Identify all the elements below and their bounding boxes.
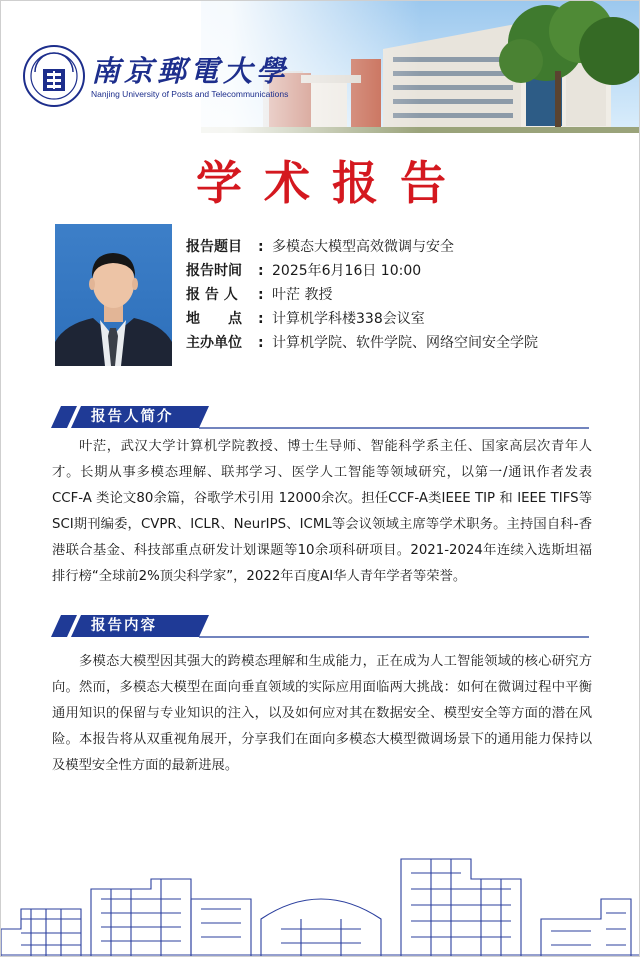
university-name-english: Nanjing University of Posts and Telecommunications xyxy=(91,89,289,99)
topic-value: 多模态大模型高效微调与安全 xyxy=(272,239,454,255)
time-label: 报告时间 xyxy=(186,263,242,279)
speaker-label: 报 告 人 xyxy=(186,287,238,303)
separator: : xyxy=(258,287,264,303)
info-row-speaker xyxy=(186,283,626,307)
section-title-bio: 报告人简介 xyxy=(91,409,174,425)
section-header-bio xyxy=(49,404,589,430)
info-row-location xyxy=(186,307,626,331)
host-label: 主办单位 xyxy=(186,335,242,351)
info-row-time xyxy=(186,259,626,283)
info-row-host xyxy=(186,331,626,355)
talk-abstract-text: 多模态大模型因其强大的跨模态理解和生成能力，正在成为人工智能领域的核心研究方向。然而，多模态大模型在面向垂直领域的实际应用面临两大挑战：如何在微调过程中平衡通用知识的保留与专业知识的注入，以及如何应对其在数据安全、模型安全等方面的潜在风险。本报告将从双重视角展开，分享我们在面向多模态大模型微调场景下的通用能力保持以及模型安全性方面的最新进展。 xyxy=(52,654,592,773)
university-logo xyxy=(23,45,85,107)
topic-label: 报告题目 xyxy=(186,239,242,255)
speaker-value: 叶茫 教授 xyxy=(272,287,333,303)
speaker-photo xyxy=(55,224,172,366)
talk-info xyxy=(186,235,626,355)
separator: : xyxy=(258,335,264,351)
location-value: 计算机学科楼338会议室 xyxy=(272,311,425,327)
speaker-bio-text: 叶茫，武汉大学计算机学院教授、博士生导师、智能科学系主任、国家高层次青年人才。长期从事多模态理解、联邦学习、医学人工智能等领域研究，以第一/通讯作者发表 CCF-A 类论文80余篇，谷歌学术引用 12000余次。担任CCF-A类IEEE TIP 和 IEEE TIFS等SCI期刊编委，CVPR、ICLR、NeurIPS、ICML等会议领域主席等学术职务。主持国自科-香港联合基金、科技部重点研发计划课题等10余项科研项目。2021-2024年连续入选斯坦福排行榜“全球前2%顶尖科学家”，2022年百度AI华人青年学者等荣誉。 xyxy=(52,439,592,584)
time-value: 2025年6月16日 10:00 xyxy=(272,263,422,279)
poster-header xyxy=(1,1,640,141)
section-header-content xyxy=(49,613,589,639)
campus-line-art xyxy=(1,849,640,957)
separator: : xyxy=(258,263,264,279)
poster-title: 学术报告 xyxy=(196,156,468,210)
separator: : xyxy=(258,311,264,327)
university-name-chinese: 南京郵電大學 xyxy=(91,54,290,88)
host-value: 计算机学院、软件学院、网络空间安全学院 xyxy=(272,335,538,351)
section-title-content: 报告内容 xyxy=(91,618,157,634)
info-row-topic xyxy=(186,235,626,259)
location-label: 地 点 xyxy=(186,311,242,327)
separator: : xyxy=(258,239,264,255)
